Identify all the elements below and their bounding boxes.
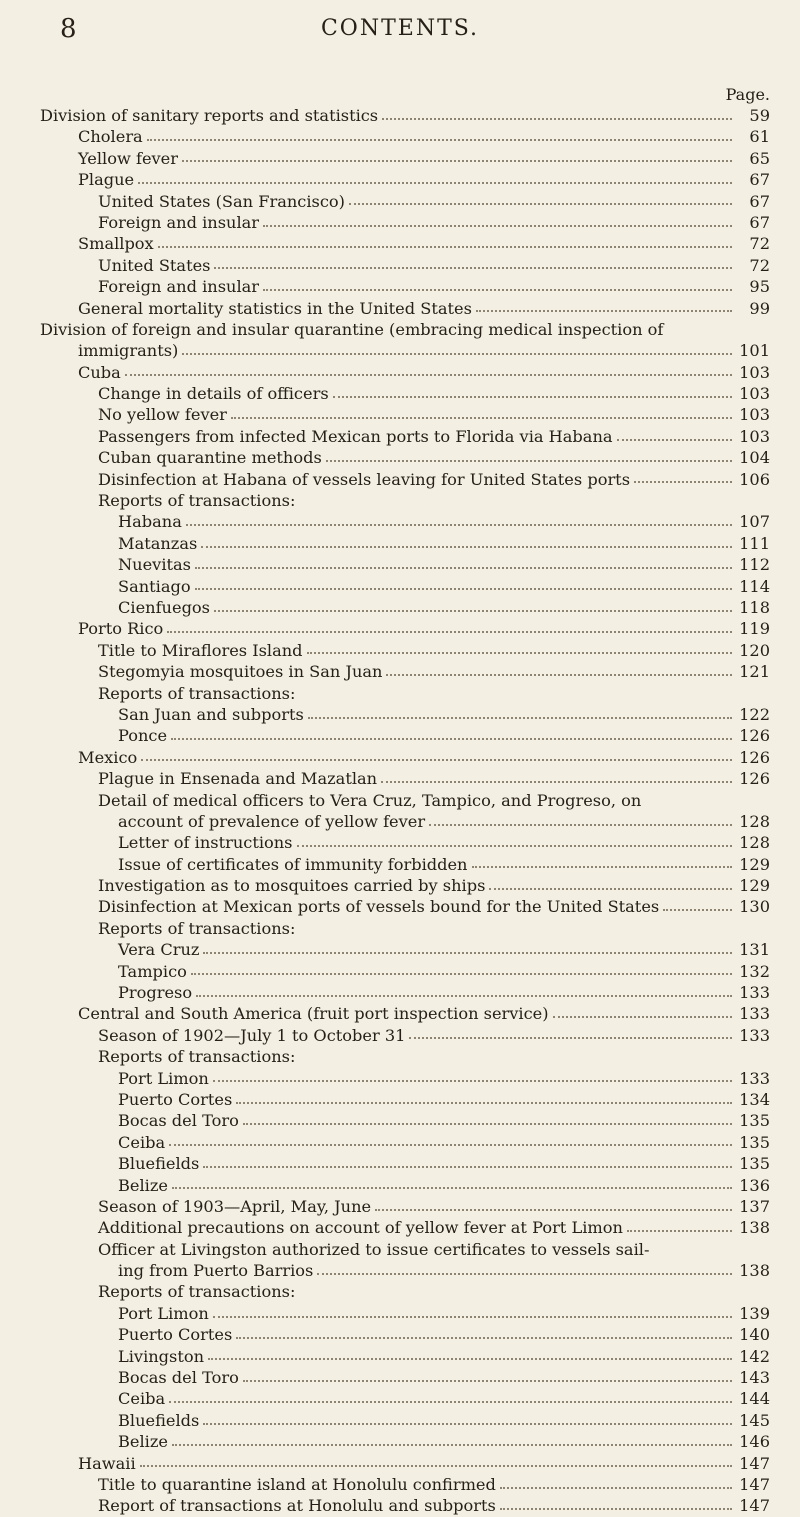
toc-entry-title: Report of transactions at Honolulu and subports xyxy=(98,1496,496,1516)
toc-entry-page: 112 xyxy=(739,555,770,575)
toc-entry xyxy=(40,896,770,917)
toc-entry-page: 118 xyxy=(739,597,770,617)
leader-dots xyxy=(627,1230,732,1232)
toc-entry xyxy=(40,832,770,853)
toc-entry xyxy=(40,533,770,554)
toc-entry-title: Livingston xyxy=(118,1346,205,1366)
toc-entry-title: Plague xyxy=(78,170,135,190)
toc-entry-title: Disinfection at Habana of vessels leaving for United States ports xyxy=(98,469,630,489)
toc-entry xyxy=(40,875,770,896)
leader-dots xyxy=(663,909,732,911)
toc-entry-title: Cuba xyxy=(78,362,121,382)
toc-entry-page: 130 xyxy=(739,897,770,917)
toc-entry xyxy=(40,1303,770,1324)
leader-dots xyxy=(191,973,732,975)
toc-entry-title: Port Limon xyxy=(118,1303,209,1323)
toc-entry xyxy=(40,704,770,725)
toc-entry-page: 106 xyxy=(739,469,770,489)
toc-entry-page: 140 xyxy=(739,1325,770,1345)
toc-entry-title: San Juan and subports xyxy=(118,704,304,724)
toc-entry-page: 133 xyxy=(739,1025,770,1045)
toc-entry-page: 143 xyxy=(739,1368,770,1388)
toc-entry xyxy=(40,447,770,468)
toc-entry-title: Progreso xyxy=(118,983,193,1003)
leader-dots xyxy=(172,1444,732,1446)
toc-entry-title: Matanzas xyxy=(118,533,198,553)
toc-entry xyxy=(40,1388,770,1409)
toc-entry xyxy=(40,1025,770,1046)
toc-entry-title: Detail of medical officers to Vera Cruz, Tampico, and Progreso, on xyxy=(98,790,642,810)
toc-entry-title: Central and South America (fruit port inspection service) xyxy=(78,1004,549,1024)
toc-entry-page: 132 xyxy=(739,961,770,981)
leader-dots xyxy=(171,738,732,740)
toc-entry-page: 126 xyxy=(739,769,770,789)
leader-dots xyxy=(195,567,732,569)
toc-entry xyxy=(40,1175,770,1196)
toc-entry-page: 142 xyxy=(739,1346,770,1366)
toc-entry xyxy=(40,1453,770,1474)
toc-entry xyxy=(40,811,770,832)
leader-dots xyxy=(317,1273,732,1275)
toc-entry xyxy=(40,276,770,297)
toc-entry-title: Reports of transactions: xyxy=(98,491,296,511)
toc-entry-title: United States xyxy=(98,255,211,275)
toc-entry-page: 146 xyxy=(739,1432,770,1452)
toc-entry xyxy=(40,126,770,147)
toc-entry-title: Porto Rico xyxy=(78,619,164,639)
leader-dots xyxy=(182,353,732,355)
leader-dots xyxy=(382,118,732,120)
toc-entry-page: 59 xyxy=(749,106,770,125)
toc-entry xyxy=(40,319,770,340)
leader-dots xyxy=(308,717,732,719)
leader-dots xyxy=(208,1358,732,1360)
toc-entry-page: 145 xyxy=(739,1410,770,1430)
toc-entry-title: General mortality statistics in the United States xyxy=(78,298,472,318)
toc-entry-page: 122 xyxy=(739,704,770,724)
toc-entry xyxy=(40,105,770,126)
toc-entry-title: Bluefields xyxy=(118,1410,200,1430)
toc-entry xyxy=(40,768,770,789)
toc-entry-title: Puerto Cortes xyxy=(118,1325,233,1345)
toc-entry-page: 129 xyxy=(739,876,770,896)
toc-entry xyxy=(40,1474,770,1495)
toc-entry xyxy=(40,469,770,490)
leader-dots xyxy=(326,460,732,462)
toc-entry-title: Plague in Ensenada and Mazatlan xyxy=(98,769,378,789)
toc-entry xyxy=(40,640,770,661)
toc-entry-page: 103 xyxy=(739,362,770,382)
toc-entry-title: Cienfuegos xyxy=(118,597,210,617)
toc-entry-title: Nuevitas xyxy=(118,555,191,575)
toc-entry xyxy=(40,661,770,682)
toc-entry-title: Bocas del Toro xyxy=(118,1111,239,1131)
toc-entry-page: 144 xyxy=(739,1389,770,1409)
running-head: CONTENTS. xyxy=(320,16,480,41)
leader-dots xyxy=(472,866,733,868)
toc-entry xyxy=(40,939,770,960)
toc-entry-page: 95 xyxy=(749,277,770,297)
toc-entry-title: ing from Puerto Barrios xyxy=(118,1261,314,1281)
toc-entry-page: 133 xyxy=(739,1068,770,1088)
toc-entry-title: Belize xyxy=(118,1432,168,1452)
toc-entry-title: Habana xyxy=(118,512,182,532)
toc-entry-title: Cuban quarantine methods xyxy=(98,448,322,468)
toc-entry-title: account of prevalence of yellow fever xyxy=(118,811,426,831)
toc-entry-page: 67 xyxy=(749,191,770,211)
toc-entry-page: 120 xyxy=(739,640,770,660)
toc-entry xyxy=(40,683,770,704)
toc-entry-title: Passengers from infected Mexican ports to Florida via Habana xyxy=(98,426,613,446)
toc-entry xyxy=(40,982,770,1003)
leader-dots xyxy=(500,1487,732,1489)
leader-dots xyxy=(307,652,732,654)
toc-entry-page: 103 xyxy=(739,426,770,446)
leader-dots xyxy=(213,1080,732,1082)
toc-entry-title: Ponce xyxy=(118,726,168,746)
toc-entry-title: Additional precautions on account of yellow fever at Port Limon xyxy=(98,1218,623,1238)
toc-entry-page: 135 xyxy=(739,1132,770,1152)
toc-entry-title: immigrants) xyxy=(78,341,179,361)
toc-entry-page: 99 xyxy=(749,298,770,318)
toc-entry-page: 114 xyxy=(739,576,770,596)
toc-entry-page: 101 xyxy=(739,341,770,361)
toc-entry xyxy=(40,618,770,639)
toc-entry xyxy=(40,298,770,319)
leader-dots xyxy=(140,1465,732,1467)
toc-entry-title: Cholera xyxy=(78,127,143,147)
leader-dots xyxy=(203,1423,732,1425)
toc-entry xyxy=(40,191,770,212)
leader-dots xyxy=(186,524,732,526)
leader-dots xyxy=(182,160,732,162)
leader-dots xyxy=(147,139,732,141)
toc-entry-title: Port Limon xyxy=(118,1068,209,1088)
toc-entry-title: Ceiba xyxy=(118,1132,166,1152)
toc-entry-page: 135 xyxy=(739,1154,770,1174)
leader-dots xyxy=(213,1316,732,1318)
toc-entry-title: Bluefields xyxy=(118,1154,200,1174)
toc-entry xyxy=(40,1110,770,1131)
leader-dots xyxy=(158,246,732,248)
leader-dots xyxy=(617,439,732,441)
toc-entry-title: Reports of transactions: xyxy=(98,1047,296,1067)
toc-entry-title: Division of foreign and insular quarantine (embracing medical inspection of xyxy=(40,319,664,339)
leader-dots xyxy=(553,1016,732,1018)
toc-entry xyxy=(40,1495,770,1516)
toc-entry-title: Officer at Livingston authorized to issue certificates to vessels sail- xyxy=(98,1239,650,1259)
toc-entry-page: 138 xyxy=(739,1218,770,1238)
toc-entry xyxy=(40,1260,770,1281)
toc-entry xyxy=(40,255,770,276)
toc-entry xyxy=(40,233,770,254)
toc-entry-page: 147 xyxy=(739,1496,770,1516)
toc-entry-page: 119 xyxy=(739,619,770,639)
toc-entry xyxy=(40,1346,770,1367)
toc-entry xyxy=(40,511,770,532)
toc-entry xyxy=(40,961,770,982)
toc-entry-title: Hawaii xyxy=(78,1453,136,1473)
leader-dots xyxy=(169,1401,732,1403)
page-number: 8 xyxy=(60,14,77,44)
toc-entry-title: Reports of transactions: xyxy=(98,918,296,938)
toc-entry-title: Foreign and insular xyxy=(98,277,260,297)
toc-entry-page: 61 xyxy=(749,127,770,147)
leader-dots xyxy=(634,481,732,483)
toc-entry xyxy=(40,790,770,811)
toc-entry-page: 103 xyxy=(739,384,770,404)
toc-entry xyxy=(40,725,770,746)
toc-entry-page: 126 xyxy=(739,747,770,767)
toc-entry xyxy=(40,1410,770,1431)
toc-entry-page: 65 xyxy=(749,148,770,168)
toc-entry-page: 133 xyxy=(739,1004,770,1024)
toc-entry-page: 137 xyxy=(739,1196,770,1216)
toc-entry xyxy=(40,426,770,447)
toc-entry-title: Tampico xyxy=(118,961,187,981)
leader-dots xyxy=(125,374,732,376)
leader-dots xyxy=(476,310,732,312)
toc-entry-title: Reports of transactions: xyxy=(98,1282,296,1302)
toc-entry-title: No yellow fever xyxy=(98,405,227,425)
toc-entry xyxy=(40,340,770,361)
toc-entry-page: 103 xyxy=(739,405,770,425)
toc-entry-title: Title to Miraflores Island xyxy=(98,640,303,660)
toc-entry-page: 121 xyxy=(739,662,770,682)
toc-entry xyxy=(40,490,770,511)
toc-entry-title: Change in details of officers xyxy=(98,384,329,404)
leader-dots xyxy=(375,1209,732,1211)
toc-entry-page: 126 xyxy=(739,726,770,746)
leader-dots xyxy=(167,631,732,633)
toc-entry-page: 129 xyxy=(739,854,770,874)
leader-dots xyxy=(500,1508,732,1510)
toc-entry-page: 72 xyxy=(749,255,770,275)
leader-dots xyxy=(386,674,732,676)
toc-entry xyxy=(40,1132,770,1153)
leader-dots xyxy=(236,1337,732,1339)
toc-entry xyxy=(40,918,770,939)
page-column-label: Page. xyxy=(725,85,770,104)
toc-entry-title: Issue of certificates of immunity forbidden xyxy=(118,854,468,874)
toc-entry-title: Belize xyxy=(118,1175,168,1195)
toc-entry-title: Vera Cruz xyxy=(118,940,200,960)
toc-entry xyxy=(40,554,770,575)
leader-dots xyxy=(333,396,732,398)
toc-entry-page: 67 xyxy=(749,212,770,232)
toc-entry xyxy=(40,169,770,190)
toc-entry-page: 104 xyxy=(739,448,770,468)
toc-entry-title: Title to quarantine island at Honolulu confirmed xyxy=(98,1475,496,1494)
toc-entry-page: 147 xyxy=(739,1475,770,1494)
leader-dots xyxy=(429,824,732,826)
leader-dots xyxy=(349,203,732,205)
toc-entry-title: Puerto Cortes xyxy=(118,1089,233,1109)
toc-entry-title: Investigation as to mosquitoes carried by ships xyxy=(98,876,486,896)
leader-dots xyxy=(203,1166,732,1168)
toc-entry-title: Stegomyia mosquitoes in San Juan xyxy=(98,662,383,682)
toc-entry-page: 107 xyxy=(739,512,770,532)
leader-dots xyxy=(243,1123,732,1125)
toc-entry-page: 147 xyxy=(739,1453,770,1473)
toc-entry xyxy=(40,404,770,425)
leader-dots xyxy=(489,888,732,890)
toc-entry-page: 111 xyxy=(739,533,770,553)
leader-dots xyxy=(201,546,732,548)
toc-entry-title: Disinfection at Mexican ports of vessels bound for the United States xyxy=(98,897,660,917)
leader-dots xyxy=(138,182,732,184)
toc-entry-title: Season of 1903—April, May, June xyxy=(98,1196,372,1216)
leader-dots xyxy=(169,1144,732,1146)
leader-dots xyxy=(203,952,732,954)
toc-entry xyxy=(40,1324,770,1345)
toc-entry xyxy=(40,383,770,404)
leader-dots xyxy=(231,417,732,419)
toc-entry xyxy=(40,1153,770,1174)
leader-dots xyxy=(195,588,732,590)
toc-entry-page: 138 xyxy=(739,1261,770,1281)
toc-entry-title: Smallpox xyxy=(78,234,154,254)
toc-entry-title: Reports of transactions: xyxy=(98,683,296,703)
toc-entry-title: Season of 1902—July 1 to October 31 xyxy=(98,1025,406,1045)
toc-entry-page: 135 xyxy=(739,1111,770,1131)
toc-entry xyxy=(40,1196,770,1217)
toc-entry-page: 136 xyxy=(739,1175,770,1195)
toc-entry xyxy=(40,1239,770,1260)
toc-entry xyxy=(40,1367,770,1388)
toc-entry-page: 67 xyxy=(749,170,770,190)
leader-dots xyxy=(243,1380,732,1382)
leader-dots xyxy=(141,759,732,761)
table-of-contents xyxy=(40,105,770,1517)
toc-entry xyxy=(40,597,770,618)
toc-entry-title: Yellow fever xyxy=(78,148,178,168)
toc-entry-title: Division of sanitary reports and statistics xyxy=(40,106,379,125)
toc-entry-title: Mexico xyxy=(78,747,138,767)
leader-dots xyxy=(297,845,733,847)
toc-entry-page: 128 xyxy=(739,833,770,853)
toc-entry xyxy=(40,1003,770,1024)
toc-entry-title: United States (San Francisco) xyxy=(98,191,345,211)
toc-entry xyxy=(40,1431,770,1452)
toc-entry-page: 133 xyxy=(739,983,770,1003)
toc-entry-page: 139 xyxy=(739,1303,770,1323)
toc-entry xyxy=(40,212,770,233)
toc-entry xyxy=(40,1281,770,1302)
leader-dots xyxy=(263,289,732,291)
toc-entry-page: 128 xyxy=(739,811,770,831)
toc-entry xyxy=(40,747,770,768)
leader-dots xyxy=(214,610,732,612)
toc-entry-title: Santiago xyxy=(118,576,191,596)
toc-entry xyxy=(40,1089,770,1110)
toc-entry-title: Letter of instructions xyxy=(118,833,293,853)
toc-entry-page: 72 xyxy=(749,234,770,254)
leader-dots xyxy=(409,1037,732,1039)
toc-entry xyxy=(40,362,770,383)
toc-entry xyxy=(40,1046,770,1067)
toc-entry xyxy=(40,576,770,597)
toc-entry xyxy=(40,854,770,875)
toc-entry-title: Ceiba xyxy=(118,1389,166,1409)
toc-entry-page: 134 xyxy=(739,1089,770,1109)
toc-entry xyxy=(40,1068,770,1089)
leader-dots xyxy=(214,267,732,269)
leader-dots xyxy=(381,781,732,783)
toc-entry xyxy=(40,148,770,169)
leader-dots xyxy=(196,995,732,997)
toc-entry-title: Bocas del Toro xyxy=(118,1368,239,1388)
toc-entry-title: Foreign and insular xyxy=(98,212,260,232)
leader-dots xyxy=(172,1187,732,1189)
toc-entry-page: 131 xyxy=(739,940,770,960)
leader-dots xyxy=(236,1102,732,1104)
leader-dots xyxy=(263,225,732,227)
toc-entry xyxy=(40,1217,770,1238)
